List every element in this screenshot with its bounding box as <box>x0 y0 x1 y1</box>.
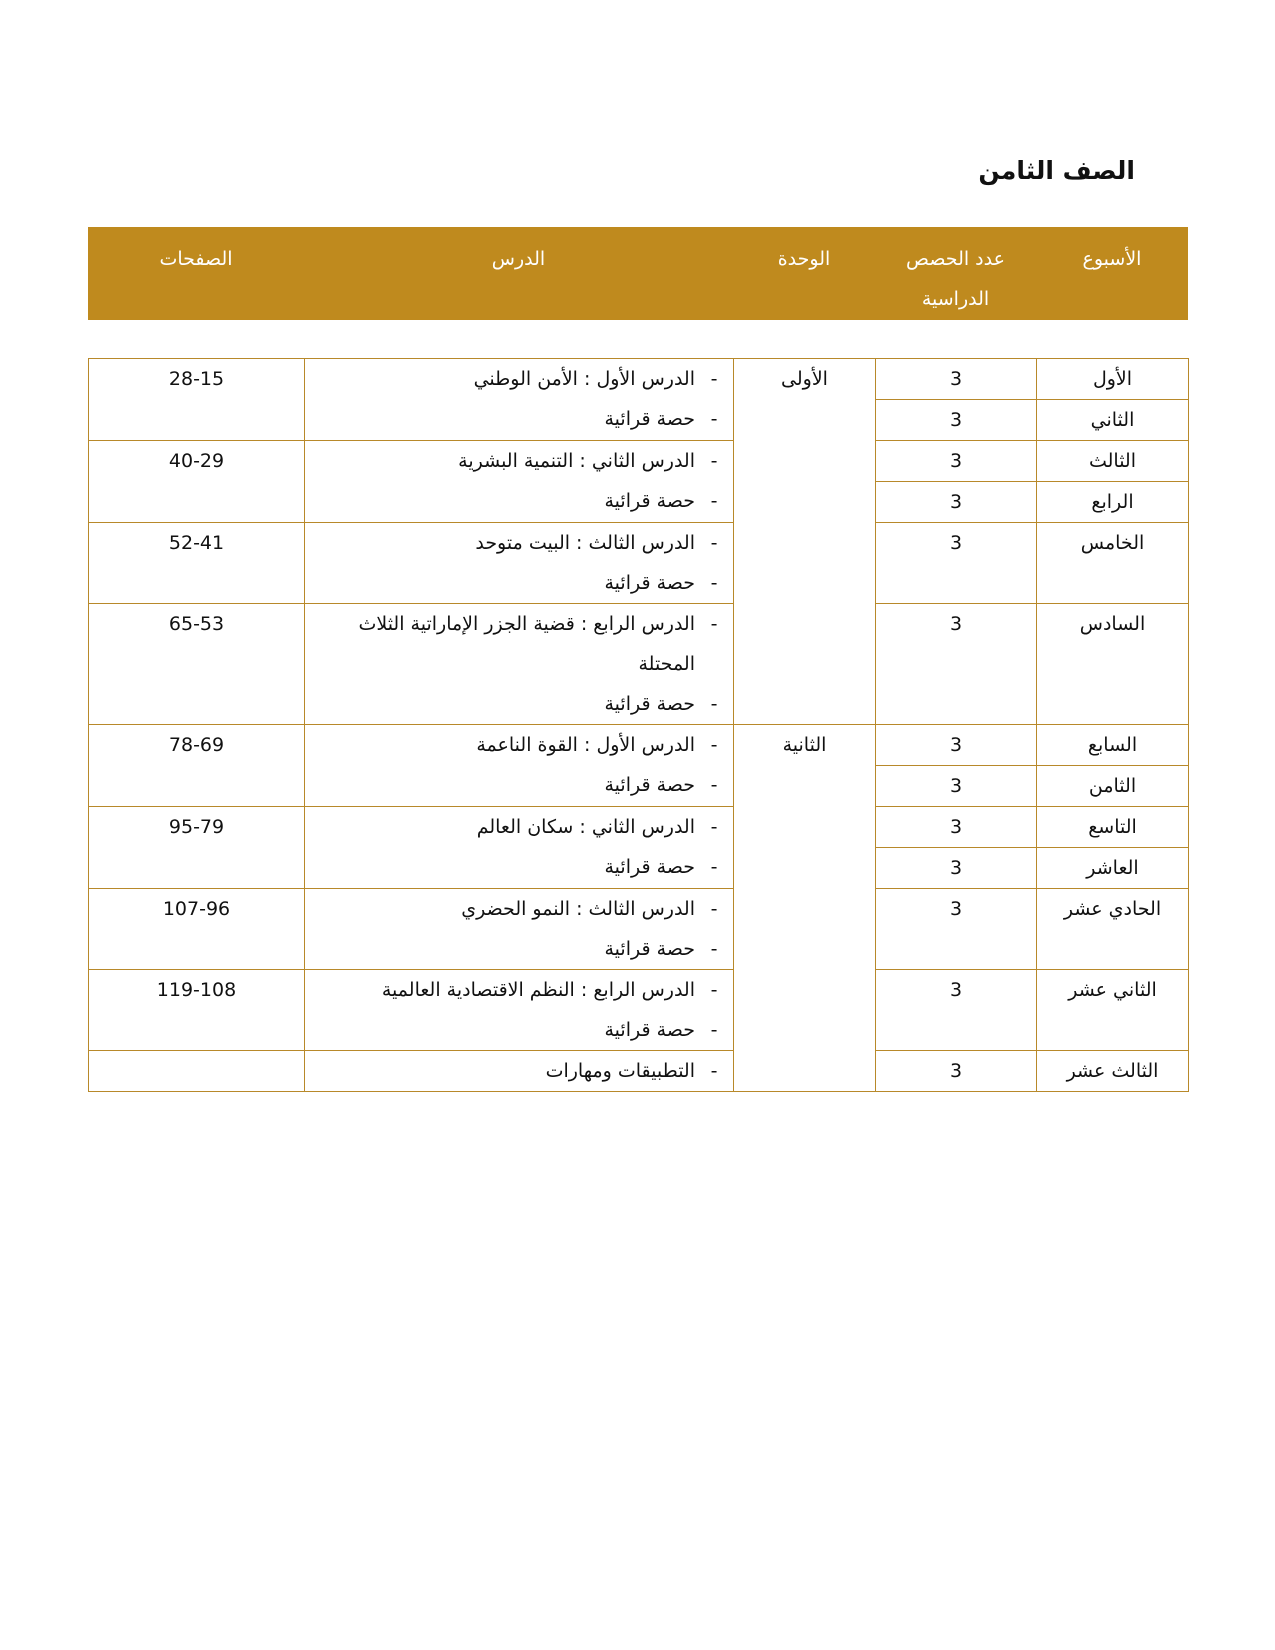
lesson-cell: - الدرس الرابع : قضية الجزر الإماراتية الثلاث المحتلة - حصة قرائية <box>305 604 734 725</box>
table-row <box>89 889 1189 970</box>
count-cell: 3 <box>876 359 1037 400</box>
count-cell: 3 <box>876 1051 1037 1092</box>
week-cell: العاشر <box>1037 848 1189 889</box>
pages-cell <box>89 1051 305 1092</box>
week-cell: الثامن <box>1037 766 1189 807</box>
week-cell: الأول <box>1037 359 1189 400</box>
bullet-dash: - <box>710 1060 718 1082</box>
week-cell: الثالث <box>1037 441 1189 482</box>
pages-cell: 65-53 <box>89 604 305 725</box>
count-cell: 3 <box>876 807 1037 848</box>
table-row <box>89 604 1189 725</box>
lesson-cell: - الدرس الأول : القوة الناعمة - حصة قرائية <box>305 725 734 807</box>
table-header <box>88 227 1188 320</box>
pages-cell: 95-79 <box>89 807 305 889</box>
pages-cell: 40-29 <box>89 441 305 523</box>
table-row <box>89 1051 1189 1092</box>
bullet-dash: - <box>710 816 718 838</box>
table-row <box>89 359 1189 400</box>
bullet-dash: - <box>710 532 718 554</box>
bullet-dash: - <box>710 774 718 796</box>
lesson-cell: - الدرس الرابع : النظم الاقتصادية العالمية - حصة قرائية <box>305 970 734 1051</box>
bullet-dash: - <box>710 979 718 1001</box>
week-cell: الخامس <box>1037 523 1189 604</box>
count-cell: 3 <box>876 482 1037 523</box>
bullet-dash: - <box>710 856 718 878</box>
unit-cell: الأولى <box>734 359 876 725</box>
pages-cell: 78-69 <box>89 725 305 807</box>
lesson-cell: - الدرس الثاني : سكان العالم - حصة قرائية <box>305 807 734 889</box>
bullet-dash: - <box>710 490 718 512</box>
bullet-dash: - <box>710 368 718 390</box>
lesson-cell: - الدرس الثالث : النمو الحضري - حصة قرائية <box>305 889 734 970</box>
pages-cell: 28-15 <box>89 359 305 441</box>
count-cell: 3 <box>876 970 1037 1051</box>
pages-cell: 107-96 <box>89 889 305 970</box>
bullet-dash: - <box>710 938 718 960</box>
lesson-cell: - الدرس الثاني : التنمية البشرية - حصة قرائية <box>305 441 734 523</box>
page-title: الصف الثامن <box>978 156 1135 185</box>
pages-cell: 119-108 <box>89 970 305 1051</box>
table-row <box>89 725 1189 766</box>
bullet-dash: - <box>710 613 718 635</box>
table-row <box>89 807 1189 848</box>
bullet-dash: - <box>710 693 718 715</box>
count-cell: 3 <box>876 725 1037 766</box>
pages-cell: 52-41 <box>89 523 305 604</box>
header-lesson: الدرس <box>304 227 733 320</box>
week-cell: الثاني <box>1037 400 1189 441</box>
header-unit: الوحدة <box>733 227 875 320</box>
header-week: الأسبوع <box>1036 227 1188 320</box>
lesson-cell: - الدرس الأول : الأمن الوطني - حصة قرائية <box>305 359 734 441</box>
bullet-dash: - <box>710 1019 718 1041</box>
lesson-cell: - التطبيقات ومهارات <box>305 1051 734 1092</box>
week-cell: الرابع <box>1037 482 1189 523</box>
bullet-dash: - <box>710 450 718 472</box>
week-cell: الحادي عشر <box>1037 889 1189 970</box>
header-pages: الصفحات <box>88 227 304 320</box>
bullet-dash: - <box>710 408 718 430</box>
week-cell: السادس <box>1037 604 1189 725</box>
bullet-dash: - <box>710 734 718 756</box>
week-cell: التاسع <box>1037 807 1189 848</box>
count-cell: 3 <box>876 889 1037 970</box>
table-row <box>89 441 1189 482</box>
table-row <box>89 970 1189 1051</box>
count-cell: 3 <box>876 604 1037 725</box>
header-count: عدد الحصص الدراسية <box>875 227 1036 320</box>
count-cell: 3 <box>876 766 1037 807</box>
schedule-table <box>88 358 1189 1092</box>
week-cell: الثالث عشر <box>1037 1051 1189 1092</box>
bullet-dash: - <box>710 572 718 594</box>
count-cell: 3 <box>876 441 1037 482</box>
count-cell: 3 <box>876 400 1037 441</box>
count-cell: 3 <box>876 523 1037 604</box>
bullet-dash: - <box>710 898 718 920</box>
count-cell: 3 <box>876 848 1037 889</box>
lesson-cell: - الدرس الثالث : البيت متوحد - حصة قرائية <box>305 523 734 604</box>
week-cell: السابع <box>1037 725 1189 766</box>
unit-cell: الثانية <box>734 725 876 1092</box>
table-row <box>89 523 1189 604</box>
week-cell: الثاني عشر <box>1037 970 1189 1051</box>
